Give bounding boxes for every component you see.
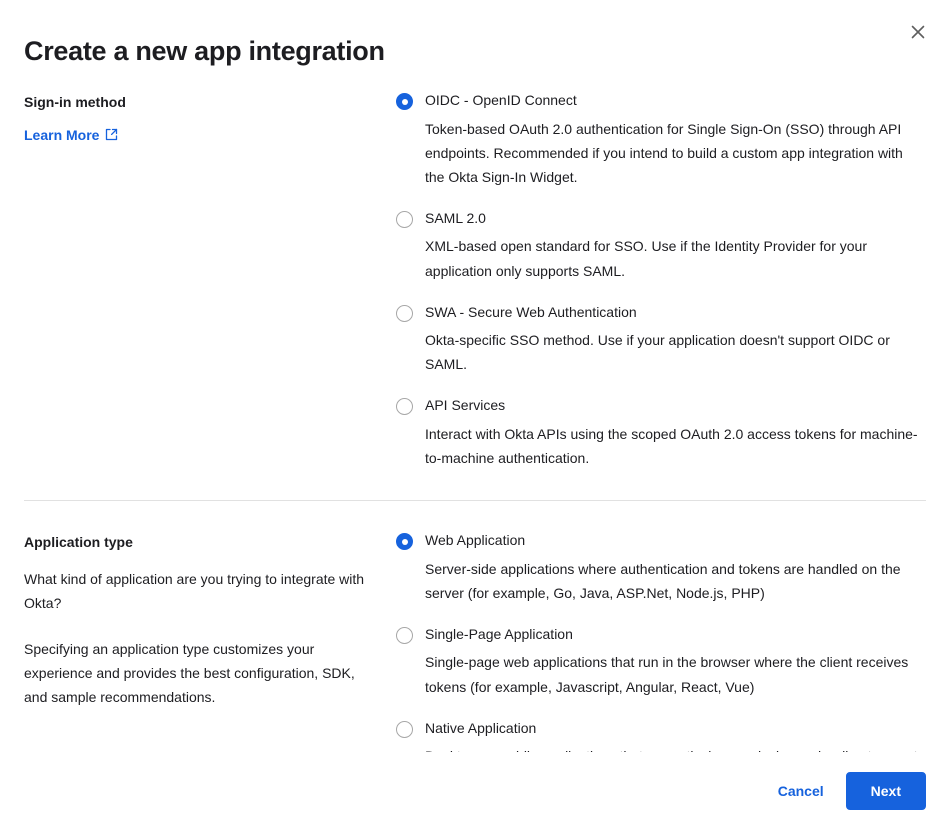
application-type-desc-2: Specifying an application type customizes your experience and provides the best configuration, SDK, and sample recommendations. bbox=[24, 640, 355, 705]
radio-native-application[interactable] bbox=[396, 721, 413, 738]
close-icon[interactable] bbox=[902, 16, 934, 48]
app-type-option-spa-desc: Single-page web applications that run in the browser where the client receives tokens (for example, Javascript, Angular, React, Vue) bbox=[425, 654, 909, 695]
sign-in-method-label: Sign-in method bbox=[24, 94, 126, 110]
sign-in-option-swa-title: SWA - Secure Web Authentication bbox=[425, 303, 637, 320]
sign-in-option-swa-desc: Okta-specific SSO method. Use if your application doesn't support OIDC or SAML. bbox=[425, 332, 890, 373]
sign-in-option-saml[interactable] bbox=[396, 209, 926, 283]
application-type-left bbox=[24, 529, 396, 731]
sign-in-option-api-services-desc: Interact with Okta APIs using the scoped OAuth 2.0 access tokens for machine-to-machine authentication. bbox=[425, 425, 918, 466]
radio-single-page-application[interactable] bbox=[396, 627, 413, 644]
sign-in-option-api-services[interactable] bbox=[396, 396, 926, 470]
application-type-section bbox=[0, 501, 950, 792]
page-title: Create a new app integration bbox=[24, 36, 385, 66]
learn-more-label: Learn More bbox=[24, 126, 100, 143]
radio-saml[interactable] bbox=[396, 211, 413, 228]
app-type-option-native-title: Native Application bbox=[425, 719, 537, 736]
close-icon-glyph bbox=[910, 24, 926, 40]
sign-in-option-saml-desc: XML-based open standard for SSO. Use if the Identity Provider for your application only supports SAML. bbox=[425, 238, 867, 279]
app-type-option-spa[interactable] bbox=[396, 625, 926, 699]
sign-in-option-swa[interactable] bbox=[396, 303, 926, 377]
sign-in-option-api-services-title: API Services bbox=[425, 397, 506, 414]
app-type-option-web-title: Web Application bbox=[425, 532, 526, 549]
external-link-icon bbox=[105, 128, 118, 141]
sign-in-option-oidc-desc: Token-based OAuth 2.0 authentication for Single Sign-On (SSO) through API endpoints. Recommended if you intend to build a custom app integration with the Okta Sign-In Widget. bbox=[425, 120, 903, 185]
cancel-button[interactable]: Cancel bbox=[772, 773, 830, 809]
sign-in-method-section bbox=[0, 67, 950, 470]
sign-in-option-oidc-body bbox=[425, 91, 926, 189]
app-type-option-spa-title: Single-Page Application bbox=[425, 625, 573, 642]
next-button[interactable]: Next bbox=[846, 772, 926, 810]
sign-in-method-options bbox=[396, 89, 926, 470]
sign-in-option-oidc-title: OIDC - OpenID Connect bbox=[425, 92, 577, 108]
radio-swa[interactable] bbox=[396, 305, 413, 322]
sign-in-option-oidc[interactable] bbox=[396, 91, 926, 189]
radio-web-application[interactable] bbox=[396, 533, 413, 550]
app-type-option-web-body bbox=[425, 531, 926, 605]
sign-in-option-api-services-body bbox=[425, 396, 926, 470]
radio-api-services[interactable] bbox=[396, 398, 413, 415]
dialog-footer bbox=[0, 752, 950, 830]
sign-in-option-saml-title: SAML 2.0 bbox=[425, 209, 486, 226]
app-type-option-web[interactable] bbox=[396, 531, 926, 605]
learn-more-link[interactable] bbox=[24, 127, 118, 143]
app-type-option-spa-body bbox=[425, 625, 926, 699]
app-type-option-web-desc: Server-side applications where authentication and tokens are handled on the server (for example, Go, Java, ASP.Net, Node.js, PHP) bbox=[425, 560, 901, 601]
sign-in-option-swa-body bbox=[425, 303, 926, 377]
application-type-label: Application type bbox=[24, 534, 133, 551]
sign-in-option-saml-body bbox=[425, 209, 926, 283]
sign-in-method-left bbox=[24, 89, 396, 145]
application-type-desc-1: What kind of application are you trying to integrate with Okta? bbox=[24, 570, 365, 611]
radio-oidc[interactable] bbox=[396, 93, 413, 110]
